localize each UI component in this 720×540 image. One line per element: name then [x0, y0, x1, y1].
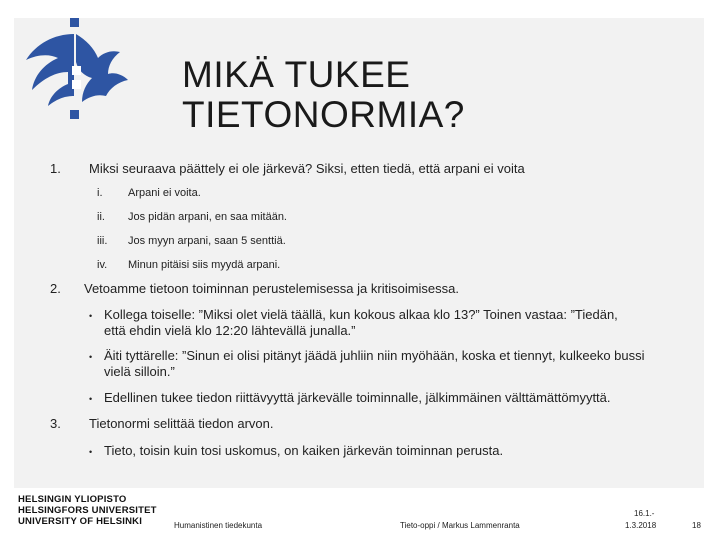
bullet-text-line1: Äiti tyttärelle: ”Sinun ei olisi pitänyt jäädä juhliin niin myöhään, koska et tiennyt, kulkeeko bussi — [104, 348, 645, 363]
subitem-text: Minun pitäisi siis myydä arpani. — [128, 259, 281, 271]
footer-date-line2: 1.3.2018 — [625, 521, 657, 530]
bullet-text-line1: Kollega toiselle: ”Miksi olet vielä täällä, kun kokous alkaa klo 13?” Toinen vastaa: ”Tiedän, — [104, 307, 618, 322]
subitem-marker: i. — [97, 187, 103, 199]
subitem-text: Jos pidän arpani, en saa mitään. — [128, 211, 287, 223]
bullet-dot: • — [89, 394, 93, 404]
subitem-text: Arpani ei voita. — [128, 187, 201, 199]
bullet-text-line1: Tieto, toisin kuin tosi uskomus, on kaiken järkevän toiminnan perusta. — [104, 443, 504, 458]
university-name-fi: HELSINGIN YLIOPISTO — [18, 494, 127, 505]
footer-date-line1: 16.1.- — [634, 509, 655, 518]
item-1-text: Miksi seuraava päättely ei ole järkevä? Siksi, etten tiedä, että arpani ei voita — [89, 161, 525, 176]
subitem-marker: ii. — [97, 211, 105, 223]
university-name-sv: HELSINGFORS UNIVERSITET — [18, 505, 157, 516]
item-2-number: 2. — [50, 281, 61, 296]
footer-faculty: Humanistinen tiedekunta — [174, 521, 263, 530]
item-3-text: Tietonormi selittää tiedon arvon. — [89, 416, 274, 431]
item-2-text: Vetoamme tietoon toiminnan perustelemisessa ja kritisoimisessa. — [84, 281, 460, 296]
item-1-number: 1. — [50, 161, 61, 176]
subitem-marker: iii. — [97, 235, 108, 247]
bullet-text-line2: että ehdin vielä klo 12:20 lähtevällä junalla.” — [104, 323, 356, 338]
university-name-en: UNIVERSITY OF HELSINKI — [18, 516, 143, 527]
title-line-1: MIKÄ TUKEE — [182, 54, 411, 95]
university-wordmark — [18, 494, 157, 527]
bullet-dot: • — [89, 447, 93, 457]
bullet-dot: • — [89, 352, 93, 362]
title-line-2: TIETONORMIA? — [182, 94, 465, 135]
subitem-text: Jos myyn arpani, saan 5 senttiä. — [128, 235, 286, 247]
footer-author: Tieto-oppi / Markus Lammenranta — [400, 521, 520, 530]
item-3-number: 3. — [50, 416, 61, 431]
footer-page-number: 18 — [692, 521, 701, 530]
bullet-text-line2: vielä silloin.” — [104, 364, 175, 379]
subitem-marker: iv. — [97, 259, 108, 271]
bullet-text-line1: Edellinen tukee tiedon riittävyyttä järkevälle toiminnalle, jälkimmäinen välttämättömyyttä. — [104, 390, 611, 405]
bullet-dot: • — [89, 311, 93, 321]
